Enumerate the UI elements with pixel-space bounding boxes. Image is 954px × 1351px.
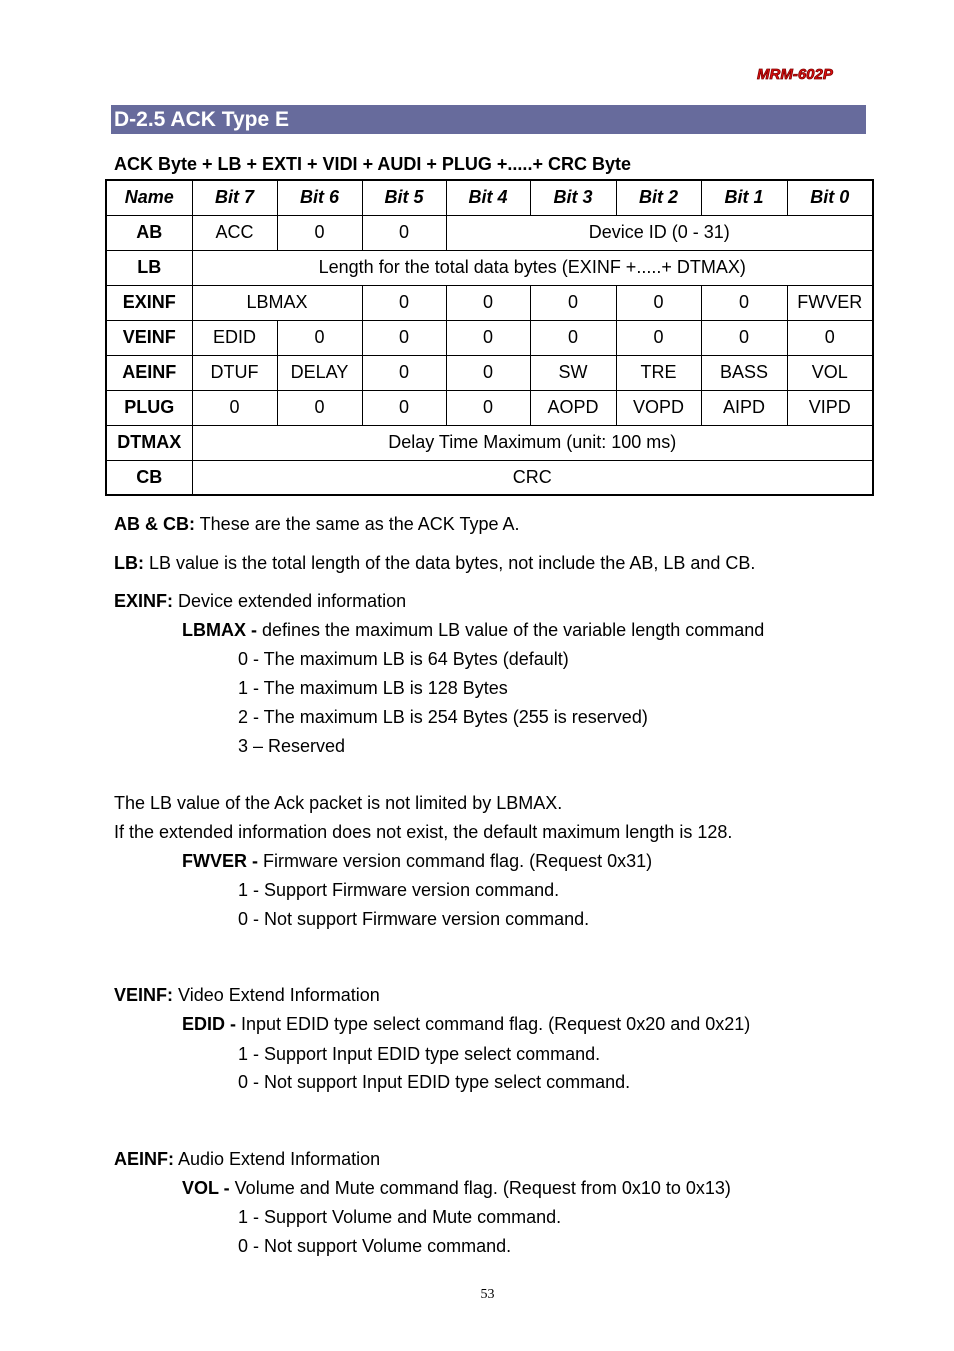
table-cell-span: LBMAX bbox=[192, 285, 362, 320]
row-name: LB bbox=[106, 250, 192, 285]
table-row-ab bbox=[106, 215, 873, 250]
aeinf-paragraph bbox=[114, 1149, 380, 1170]
table-cell: 0 bbox=[787, 320, 873, 355]
term-description: LB value is the total length of the data bytes, not include the AB, LB and CB. bbox=[144, 553, 756, 573]
table-cell-span: Delay Time Maximum (unit: 100 ms) bbox=[192, 425, 873, 460]
brand-logo bbox=[756, 62, 854, 86]
table-row-exinf bbox=[106, 285, 873, 320]
ack-type-e-table bbox=[105, 179, 874, 496]
term-label: VEINF: bbox=[114, 985, 174, 1005]
table-row-cb bbox=[106, 460, 873, 495]
term-label: AEINF: bbox=[114, 1149, 174, 1169]
term-label: LBMAX - bbox=[182, 620, 257, 640]
list-item: 3 – Reserved bbox=[238, 736, 346, 756]
row-name: VEINF bbox=[106, 320, 192, 355]
row-name: DTMAX bbox=[106, 425, 192, 460]
term-description: defines the maximum LB value of the variable length command bbox=[257, 620, 765, 640]
table-cell: AOPD bbox=[530, 390, 616, 425]
table-cell: DELAY bbox=[277, 355, 362, 390]
table-cell: 0 bbox=[446, 285, 530, 320]
table-row-dtmax bbox=[106, 425, 873, 460]
header-cell: Bit 0 bbox=[787, 180, 873, 215]
table-cell: VOL bbox=[787, 355, 873, 390]
table-cell: 0 bbox=[362, 215, 446, 250]
list-item: 2 - The maximum LB is 254 Bytes (255 is reserved) bbox=[238, 707, 648, 727]
table-cell-span: Device ID (0 - 31) bbox=[446, 215, 873, 250]
ab-cb-paragraph bbox=[114, 514, 520, 535]
row-name: PLUG bbox=[106, 390, 192, 425]
lb-paragraph bbox=[114, 553, 755, 574]
table-cell: 0 bbox=[530, 285, 616, 320]
row-name: AB bbox=[106, 215, 192, 250]
list-item: 0 - Not support Firmware version command. bbox=[238, 909, 590, 929]
table-cell: VOPD bbox=[616, 390, 701, 425]
table-row-aeinf bbox=[106, 355, 873, 390]
note-paragraph: The LB value of the Ack packet is not limited by LBMAX. bbox=[114, 793, 563, 813]
header-cell: Bit 6 bbox=[277, 180, 362, 215]
term-label: VOL - bbox=[182, 1178, 230, 1198]
header-cell: Bit 2 bbox=[616, 180, 701, 215]
list-item: 1 - Support Volume and Mute command. bbox=[238, 1207, 562, 1227]
row-name: AEINF bbox=[106, 355, 192, 390]
header-cell: Bit 3 bbox=[530, 180, 616, 215]
list-item: 0 - The maximum LB is 64 Bytes (default) bbox=[238, 649, 569, 669]
svg-text:MRM-602P: MRM-602P bbox=[757, 66, 833, 83]
veinf-paragraph bbox=[114, 985, 380, 1006]
table-cell: 0 bbox=[701, 285, 787, 320]
header-cell: Bit 7 bbox=[192, 180, 277, 215]
table-cell: 0 bbox=[362, 390, 446, 425]
table-cell: AIPD bbox=[701, 390, 787, 425]
term-description: Video Extend Information bbox=[173, 985, 380, 1005]
term-description: These are the same as the ACK Type A. bbox=[195, 514, 520, 534]
list-item: 0 - Not support Input EDID type select command. bbox=[238, 1072, 631, 1092]
table-cell: 0 bbox=[362, 285, 446, 320]
table-header-row bbox=[106, 180, 873, 215]
header-cell: Bit 1 bbox=[701, 180, 787, 215]
term-label: EDID - bbox=[182, 1014, 236, 1034]
table-cell: FWVER bbox=[787, 285, 873, 320]
table-cell: 0 bbox=[616, 285, 701, 320]
table-cell-span: CRC bbox=[192, 460, 873, 495]
table-cell: 0 bbox=[616, 320, 701, 355]
table-cell: ACC bbox=[192, 215, 277, 250]
term-description: Audio Extend Information bbox=[174, 1149, 381, 1169]
table-cell: 0 bbox=[530, 320, 616, 355]
table-cell: DTUF bbox=[192, 355, 277, 390]
term-description: Volume and Mute command flag. (Request from 0x10 to 0x13) bbox=[229, 1178, 731, 1198]
vol-definition bbox=[182, 1178, 731, 1199]
table-cell: 0 bbox=[192, 390, 277, 425]
table-cell: 0 bbox=[362, 320, 446, 355]
exinf-paragraph bbox=[114, 591, 406, 612]
table-cell: 0 bbox=[362, 355, 446, 390]
edid-definition bbox=[182, 1014, 750, 1035]
table-cell: VIPD bbox=[787, 390, 873, 425]
term-label: AB & CB: bbox=[114, 514, 195, 534]
header-cell: Name bbox=[106, 180, 192, 215]
table-cell: TRE bbox=[616, 355, 701, 390]
section-title: D-2.5 ACK Type E bbox=[111, 105, 866, 134]
row-name: CB bbox=[106, 460, 192, 495]
term-label: FWVER - bbox=[182, 851, 258, 871]
table-row-veinf bbox=[106, 320, 873, 355]
table-cell: BASS bbox=[701, 355, 787, 390]
table-caption: ACK Byte + LB + EXTI + VIDI + AUDI + PLUG +.....+ CRC Byte bbox=[114, 154, 631, 174]
table-cell: 0 bbox=[701, 320, 787, 355]
table-row-lb bbox=[106, 250, 873, 285]
list-item: 0 - Not support Volume command. bbox=[238, 1236, 512, 1256]
fwver-definition bbox=[182, 851, 652, 872]
table-cell: 0 bbox=[446, 355, 530, 390]
table-row-plug bbox=[106, 390, 873, 425]
term-description: Firmware version command flag. (Request 0x31) bbox=[258, 851, 653, 871]
table-cell: EDID bbox=[192, 320, 277, 355]
table-cell: 0 bbox=[277, 320, 362, 355]
table-cell: 0 bbox=[277, 390, 362, 425]
list-item: 1 - The maximum LB is 128 Bytes bbox=[238, 678, 508, 698]
note-paragraph: If the extended information does not exist, the default maximum length is 128. bbox=[114, 822, 733, 842]
term-description: Input EDID type select command flag. (Request 0x20 and 0x21) bbox=[236, 1014, 751, 1034]
page-number: 53 bbox=[480, 1287, 495, 1302]
row-name: EXINF bbox=[106, 285, 192, 320]
table-cell: 0 bbox=[277, 215, 362, 250]
header-cell: Bit 5 bbox=[362, 180, 446, 215]
term-label: LB: bbox=[114, 553, 144, 573]
list-item: 1 - Support Firmware version command. bbox=[238, 880, 560, 900]
table-cell: 0 bbox=[446, 320, 530, 355]
lbmax-definition bbox=[182, 620, 764, 641]
table-cell: SW bbox=[530, 355, 616, 390]
term-label: EXINF: bbox=[114, 591, 174, 611]
table-cell: 0 bbox=[446, 390, 530, 425]
term-description: Device extended information bbox=[173, 591, 407, 611]
header-cell: Bit 4 bbox=[446, 180, 530, 215]
table-cell-span: Length for the total data bytes (EXINF +.....+ DTMAX) bbox=[192, 250, 873, 285]
list-item: 1 - Support Input EDID type select command. bbox=[238, 1044, 601, 1064]
